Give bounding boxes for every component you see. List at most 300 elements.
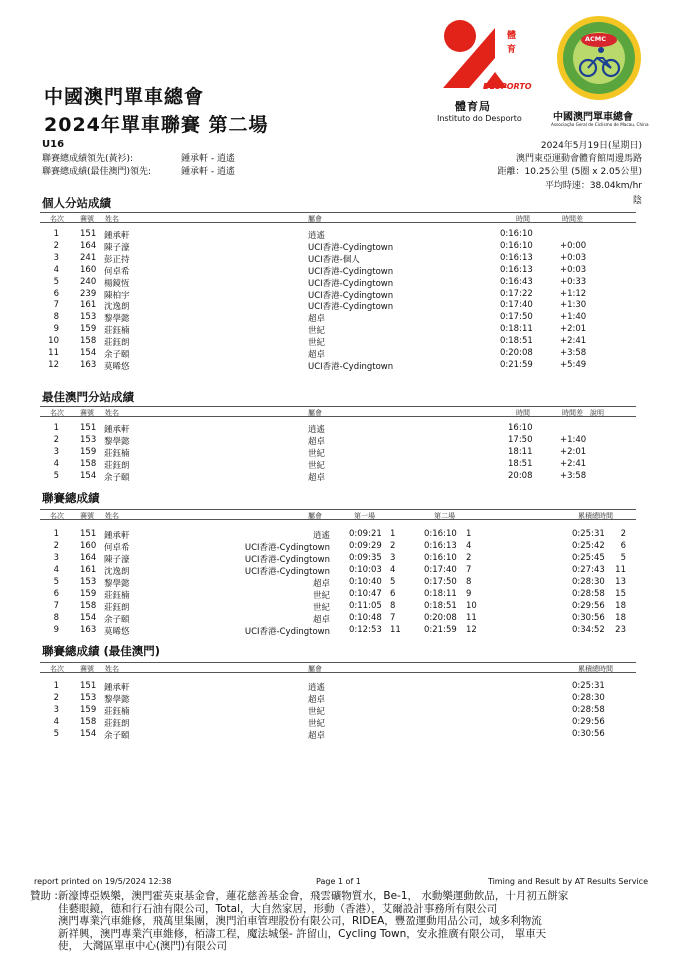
name-cell: 莊鈺朗	[104, 719, 130, 729]
total-time-cell: 0:29:56	[572, 717, 605, 727]
macau-leader-line	[42, 164, 235, 177]
total-time-cell: 0:25:31	[572, 681, 605, 691]
table-row	[40, 241, 636, 252]
bib-cell: 164	[80, 553, 97, 563]
table-row	[40, 717, 636, 728]
team-cell: 世紀	[308, 707, 326, 717]
stage1-time-cell: 0:09:29	[349, 541, 382, 551]
team-cell: UCI香港-Cydingtown	[308, 266, 394, 277]
rank-cell: 4	[53, 264, 59, 275]
bib-cell: 158	[80, 336, 97, 347]
time-cell: 0:17:22	[500, 288, 533, 299]
stage2-rank-cell: 9	[466, 589, 472, 599]
total-time-cell: 0:29:56	[572, 601, 605, 611]
bib-cell: 159	[80, 589, 97, 599]
table-row	[40, 729, 636, 740]
sponsor-line: 贊助 :新濠博亞娛樂，澳門霍英東基金會，蓮花慈善基金會，飛雲礦物質水，Be-1， 水動樂運動飲品，十月初五餅家	[30, 890, 569, 902]
gap-cell: +0:03	[560, 264, 587, 275]
team-cell: 超卓	[308, 473, 326, 484]
rank-cell: 10	[48, 336, 59, 347]
total-time-cell: 0:25:42	[572, 541, 605, 551]
stage1-time-cell: 0:09:35	[349, 553, 382, 563]
team-cell: UCI香港-Cydingtown	[308, 290, 394, 301]
name-cell: 陳柏宇	[104, 290, 130, 301]
cycling-badge-icon	[551, 14, 647, 104]
timing-credit: Timing and Result by AT Results Service	[487, 877, 648, 886]
name-cell: 陳子濠	[104, 555, 130, 565]
time-cell: 18:51	[508, 459, 533, 470]
team-cell: UCI香港-Cydingtown	[308, 278, 394, 289]
name-cell: 鍾承軒	[104, 425, 130, 435]
col-name: 姓名	[105, 215, 119, 223]
org-title: 中國澳門單車總會	[44, 86, 205, 108]
team-cell: UCI香港-Cydingtown	[308, 302, 394, 313]
rank-cell: 6	[53, 589, 59, 599]
team-cell: 世紀	[308, 326, 326, 337]
time-cell: 0:20:08	[500, 348, 533, 358]
sponsor-line: 佳藝眼鏡，德和行石油有限公司，Total，大自然家居，形動（香港），艾爾設計事務所有限公司	[58, 902, 498, 915]
name-cell: 沈逸朗	[104, 567, 130, 577]
macau-stage-header	[40, 406, 636, 417]
gap-cell: +1:40	[560, 435, 587, 446]
team-cell: 世紀	[308, 338, 326, 349]
team-cell: UCI香港-Cydingtown	[244, 543, 330, 553]
team-cell: 逍遙	[308, 683, 326, 693]
stage1-time-cell: 0:10:40	[349, 577, 382, 587]
time-cell: 18:11	[508, 447, 533, 458]
total-time-cell: 0:28:30	[572, 577, 605, 587]
rank-cell: 11	[48, 348, 59, 358]
stage2-rank-cell: 12	[466, 625, 477, 635]
name-cell: 莫晞悠	[104, 627, 130, 637]
bib-cell: 153	[80, 693, 97, 703]
name-cell: 余子頤	[104, 731, 130, 741]
col-rank: 名次	[50, 409, 64, 417]
table-row	[40, 471, 636, 482]
sponsor-line: 新祥興，澳門專業汽車維修，栢濤工程，魔法城堡- 許留山，Cycling Town，安永推廣有限公司， 單車天	[58, 927, 547, 940]
table-row	[40, 553, 636, 564]
rank-cell: 5	[53, 577, 59, 587]
table-row	[40, 625, 636, 636]
team-cell: 世紀	[308, 449, 326, 460]
name-cell: 余子頤	[104, 350, 130, 360]
gap-cell: +5:49	[560, 359, 587, 370]
stage1-time-cell: 0:10:03	[349, 565, 382, 575]
rank-cell: 12	[48, 359, 59, 370]
stage1-time-cell: 0:10:47	[349, 589, 382, 599]
stage2-rank-cell: 1	[466, 529, 472, 539]
total-rank-cell: 18	[615, 601, 626, 611]
col-rank: 名次	[50, 665, 64, 673]
team-cell: UCI香港-Cydingtown	[308, 242, 394, 253]
name-cell: 楊鏡恆	[104, 278, 130, 289]
total-time-cell: 0:28:58	[572, 589, 605, 599]
bib-cell: 163	[80, 359, 97, 370]
time-cell: 0:16:13	[500, 264, 533, 275]
team-cell: 超卓	[312, 615, 330, 625]
col-stage1: 第一場	[354, 512, 375, 520]
table-row	[40, 336, 636, 347]
table-row	[40, 289, 636, 300]
rank-cell: 5	[53, 471, 59, 482]
table-row	[40, 459, 636, 470]
table-row	[40, 348, 636, 359]
col-team: 屬會	[308, 215, 322, 223]
name-cell: 黎學懿	[104, 314, 130, 325]
team-cell: 世紀	[308, 461, 326, 472]
bib-cell: 163	[80, 625, 97, 635]
team-cell: 世紀	[312, 591, 330, 601]
acmc-name-cn: 中國澳門單車總會	[553, 112, 633, 123]
table-row	[40, 577, 636, 588]
rank-cell: 9	[53, 324, 59, 335]
stage1-rank-cell: 4	[390, 565, 396, 575]
time-cell: 20:08	[508, 471, 533, 482]
bib-cell: 160	[80, 541, 97, 551]
team-cell: 逍遙	[308, 231, 326, 241]
stage2-rank-cell: 7	[466, 565, 472, 575]
name-cell: 莊鈺楠	[104, 326, 130, 337]
name-cell: 莊鈺楠	[104, 449, 130, 460]
gap-cell: +1:40	[560, 312, 587, 323]
bib-cell: 158	[80, 717, 97, 727]
stage2-rank-cell: 2	[466, 553, 472, 563]
team-cell: UCI香港-個人	[308, 254, 360, 265]
name-cell: 黎學懿	[104, 695, 130, 705]
name-cell: 何卓希	[104, 543, 130, 553]
bib-cell: 159	[80, 447, 97, 458]
macau-overall-header	[40, 662, 636, 673]
rank-cell: 5	[53, 276, 59, 287]
col-time: 時間	[516, 215, 530, 223]
rank-cell: 1	[53, 529, 59, 539]
rank-cell: 3	[53, 447, 59, 458]
name-cell: 鍾承軒	[104, 531, 130, 541]
name-cell: 沈逸朗	[104, 302, 130, 313]
bib-cell: 151	[80, 423, 97, 433]
time-cell: 0:18:11	[500, 324, 533, 335]
gap-cell: +0:03	[560, 252, 587, 263]
bib-cell: 151	[80, 529, 97, 539]
rank-cell: 6	[53, 288, 59, 299]
rank-cell: 1	[53, 423, 59, 433]
rank-cell: 9	[53, 625, 59, 635]
overall-leader-value: 鍾承軒 - 逍遙	[181, 154, 235, 164]
stage2-rank-cell: 10	[466, 601, 477, 611]
bib-cell: 161	[80, 300, 97, 311]
stage2-time-cell: 0:20:08	[424, 613, 457, 623]
bib-cell: 154	[80, 471, 97, 482]
name-cell: 黎學懿	[104, 437, 130, 448]
col-rank: 名次	[50, 215, 64, 223]
gap-cell: +2:01	[560, 447, 587, 458]
time-cell: 0:18:51	[500, 336, 533, 347]
bib-cell: 158	[80, 459, 97, 470]
total-rank-cell: 13	[615, 577, 626, 587]
stage1-rank-cell: 7	[390, 613, 396, 623]
team-cell: 逍遙	[308, 425, 326, 435]
col-name: 姓名	[105, 512, 119, 520]
table-row	[40, 277, 636, 288]
stage1-rank-cell: 2	[390, 541, 396, 551]
name-cell: 莊鈺朗	[104, 461, 130, 472]
table-row	[40, 312, 636, 323]
stage2-time-cell: 0:16:10	[424, 529, 457, 539]
page-number: Page 1 of 1	[316, 877, 361, 886]
rank-cell: 2	[53, 435, 59, 446]
total-rank-cell: 2	[620, 529, 626, 539]
gap-cell: +0:33	[560, 276, 587, 287]
desporto-side-char-1: 體	[507, 31, 517, 41]
stage2-time-cell: 0:18:51	[424, 601, 457, 611]
name-cell: 莊鈺朗	[104, 603, 130, 613]
total-rank-cell: 11	[615, 565, 626, 575]
table-row	[40, 613, 636, 624]
col-gap: 時間差	[562, 409, 583, 417]
stage-results-title: 個人分站成績	[42, 196, 111, 210]
team-cell: 世紀	[308, 719, 326, 729]
gap-cell: +2:41	[560, 336, 587, 347]
acmc-logo	[551, 14, 647, 132]
col-name: 姓名	[105, 665, 119, 673]
sponsor-line: 使， 大灣區單車中心(澳門)有限公司	[58, 940, 228, 952]
col-time: 時間	[516, 409, 530, 417]
time-cell: 0:21:59	[500, 359, 533, 370]
bib-cell: 153	[80, 577, 97, 587]
time-cell: 0:16:10	[500, 240, 533, 251]
table-row	[40, 693, 636, 704]
rank-cell: 4	[53, 565, 59, 575]
gap-cell: +1:30	[560, 300, 587, 311]
table-row	[40, 300, 636, 311]
bib-cell: 160	[80, 264, 97, 275]
team-cell: 超卓	[308, 437, 326, 448]
bib-cell: 241	[80, 252, 97, 263]
macau-leader-value: 鍾承軒 - 逍遙	[181, 167, 235, 177]
time-cell: 0:17:40	[500, 300, 533, 311]
desporto-emblem-icon	[435, 14, 535, 90]
stage1-rank-cell: 1	[390, 529, 396, 539]
overall-leader-label: 聯賽總成績領先(黃衫):	[42, 154, 134, 164]
col-bib: 賽號	[80, 512, 94, 520]
table-row	[40, 565, 636, 576]
rank-cell: 8	[53, 312, 59, 323]
stage2-rank-cell: 4	[466, 541, 472, 551]
desporto-side-char-2: 育	[507, 45, 517, 55]
rank-cell: 7	[53, 601, 59, 611]
bib-cell: 153	[80, 312, 97, 323]
rank-cell: 3	[53, 252, 59, 263]
total-time-cell: 0:27:43	[572, 565, 605, 575]
rank-cell: 4	[53, 717, 59, 727]
stage1-rank-cell: 8	[390, 601, 396, 611]
team-cell: UCI香港-Cydingtown	[244, 555, 330, 565]
name-cell: 鍾承軒	[104, 231, 130, 241]
table-row	[40, 589, 636, 600]
rank-cell: 2	[53, 541, 59, 551]
col-note: 說明	[590, 409, 604, 417]
bib-cell: 154	[80, 729, 97, 739]
macau-leader-label: 聯賽總成績(最佳澳門)領先:	[42, 167, 152, 177]
name-cell: 黎學懿	[104, 579, 130, 589]
table-row	[40, 324, 636, 335]
total-time-cell: 0:30:56	[572, 729, 605, 739]
logo-area	[435, 14, 650, 132]
stage2-rank-cell: 11	[466, 613, 477, 623]
col-team: 屬會	[308, 409, 322, 417]
total-time-cell: 0:28:30	[572, 693, 605, 703]
table-row	[40, 447, 636, 458]
acmc-badge-text: ACMC	[585, 35, 607, 43]
stage2-time-cell: 0:21:59	[424, 625, 457, 635]
event-title: 2024年單車聯賽 第二場	[44, 114, 269, 136]
bib-cell: 161	[80, 565, 97, 575]
time-cell: 0:16:43	[500, 276, 533, 287]
col-gap: 時間差	[562, 215, 583, 223]
name-cell: 莊鈺楠	[104, 707, 130, 717]
total-rank-cell: 5	[620, 553, 626, 563]
bib-cell: 151	[80, 229, 97, 239]
team-cell: UCI香港-Cydingtown	[244, 627, 330, 637]
stage1-rank-cell: 11	[390, 625, 401, 635]
name-cell: 余子頤	[104, 473, 130, 484]
name-cell: 何卓希	[104, 266, 130, 277]
sponsor-line: 澳門專業汽車維修，飛萬里集團，澳門泊車管理股份有限公司，RIDEA，豐盈運動用品公司，域多利物流	[58, 915, 542, 927]
rank-cell: 3	[53, 705, 59, 715]
table-row	[40, 423, 636, 434]
team-cell: 世紀	[312, 603, 330, 613]
table-row	[40, 541, 636, 552]
desporto-wordmark: DESPORTO	[483, 82, 532, 91]
total-rank-cell: 6	[620, 541, 626, 551]
col-team: 屬會	[308, 512, 322, 520]
sponsor-list	[30, 890, 652, 953]
gap-cell: +3:58	[560, 348, 587, 358]
total-time-cell: 0:28:58	[572, 705, 605, 715]
rank-cell: 1	[53, 681, 59, 691]
total-time-cell: 0:34:52	[572, 625, 605, 635]
name-cell: 莊鈺楠	[104, 591, 130, 601]
total-rank-cell: 23	[615, 625, 626, 635]
total-rank-cell: 15	[615, 589, 626, 599]
table-row	[40, 529, 636, 540]
team-cell: UCI香港-Cydingtown	[244, 567, 330, 577]
rank-cell: 3	[53, 553, 59, 563]
race-avg-speed: 平均時速：38.04km/hr	[544, 181, 642, 191]
desporto-name-pt: Instituto do Desporto	[437, 114, 522, 123]
bib-cell: 153	[80, 435, 97, 446]
stage2-rank-cell: 8	[466, 577, 472, 587]
stage2-time-cell: 0:16:13	[424, 541, 457, 551]
rank-cell: 1	[53, 229, 59, 239]
col-team: 屬會	[308, 665, 322, 673]
acmc-name-pt: Associação Geral de Ciclismo de Macau, China	[551, 122, 649, 127]
bib-cell: 164	[80, 240, 97, 251]
gap-cell: +2:01	[560, 324, 587, 335]
bib-cell: 154	[80, 613, 97, 623]
team-cell: 超卓	[308, 731, 326, 741]
name-cell: 彭正持	[104, 254, 130, 265]
table-row	[40, 253, 636, 264]
report-printed: report printed on 19/5/2024 12:38	[34, 877, 172, 886]
time-cell: 0:16:13	[500, 252, 533, 263]
rank-cell: 4	[53, 459, 59, 470]
col-total: 累積總時間	[578, 512, 613, 520]
team-cell: 超卓	[312, 579, 330, 589]
col-bib: 賽號	[80, 665, 94, 673]
bib-cell: 159	[80, 705, 97, 715]
stage1-time-cell: 0:10:48	[349, 613, 382, 623]
table-row	[40, 360, 636, 371]
name-cell: 莫晞悠	[104, 361, 130, 372]
stage1-rank-cell: 3	[390, 553, 396, 563]
macau-overall-title: 聯賽總成績 (最佳澳門)	[42, 644, 161, 658]
gap-cell: +3:58	[560, 471, 587, 482]
total-rank-cell: 18	[615, 613, 626, 623]
team-cell: 逍遙	[312, 531, 330, 541]
col-total: 累積總時間	[578, 665, 613, 673]
bib-cell: 239	[80, 288, 97, 299]
name-cell: 陳子濠	[104, 242, 130, 253]
rank-cell: 2	[53, 240, 59, 251]
time-cell: 0:17:50	[500, 312, 533, 323]
gap-cell: +2:41	[560, 459, 587, 470]
col-rank: 名次	[50, 512, 64, 520]
race-venue: 澳門東亞運動會體育館周邊馬路	[515, 154, 642, 164]
stage2-time-cell: 0:18:11	[424, 589, 457, 599]
time-cell: 16:10	[508, 423, 533, 433]
time-cell: 0:16:10	[500, 229, 533, 239]
race-weather: 陰	[632, 196, 642, 206]
overall-results-header	[40, 509, 636, 520]
bib-cell: 154	[80, 348, 97, 358]
name-cell: 余子頤	[104, 615, 130, 625]
stage1-time-cell: 0:12:53	[349, 625, 382, 635]
total-time-cell: 0:25:45	[572, 553, 605, 563]
stage1-time-cell: 0:09:21	[349, 529, 382, 539]
desporto-logo	[435, 14, 535, 126]
table-row	[40, 705, 636, 716]
rank-cell: 2	[53, 693, 59, 703]
stage-results-header	[40, 212, 636, 223]
gap-cell: +0:00	[560, 240, 587, 251]
table-row	[40, 681, 636, 692]
table-row	[40, 229, 636, 240]
stage1-time-cell: 0:11:05	[349, 601, 382, 611]
stage2-time-cell: 0:17:50	[424, 577, 457, 587]
team-cell: 超卓	[308, 695, 326, 705]
table-row	[40, 435, 636, 446]
stage2-time-cell: 0:17:40	[424, 565, 457, 575]
race-distance: 距離：10.25公里 (5圈 x 2.05公里)	[497, 167, 642, 177]
rank-cell: 5	[53, 729, 59, 739]
stage2-time-cell: 0:16:10	[424, 553, 457, 563]
bib-cell: 151	[80, 681, 97, 691]
gap-cell: +1:12	[560, 288, 587, 299]
rank-cell: 8	[53, 613, 59, 623]
stage1-rank-cell: 6	[390, 589, 396, 599]
name-cell: 鍾承軒	[104, 683, 130, 693]
overall-leader-line	[42, 151, 235, 164]
race-date: 2024年5月19日(星期日)	[540, 141, 642, 151]
col-bib: 賽號	[80, 409, 94, 417]
team-cell: 超卓	[308, 314, 326, 325]
rank-cell: 7	[53, 300, 59, 311]
time-cell: 17:50	[508, 435, 533, 446]
team-cell: UCI香港-Cydingtown	[308, 361, 394, 372]
overall-results-title: 聯賽總成績	[42, 491, 100, 505]
total-time-cell: 0:30:56	[572, 613, 605, 623]
